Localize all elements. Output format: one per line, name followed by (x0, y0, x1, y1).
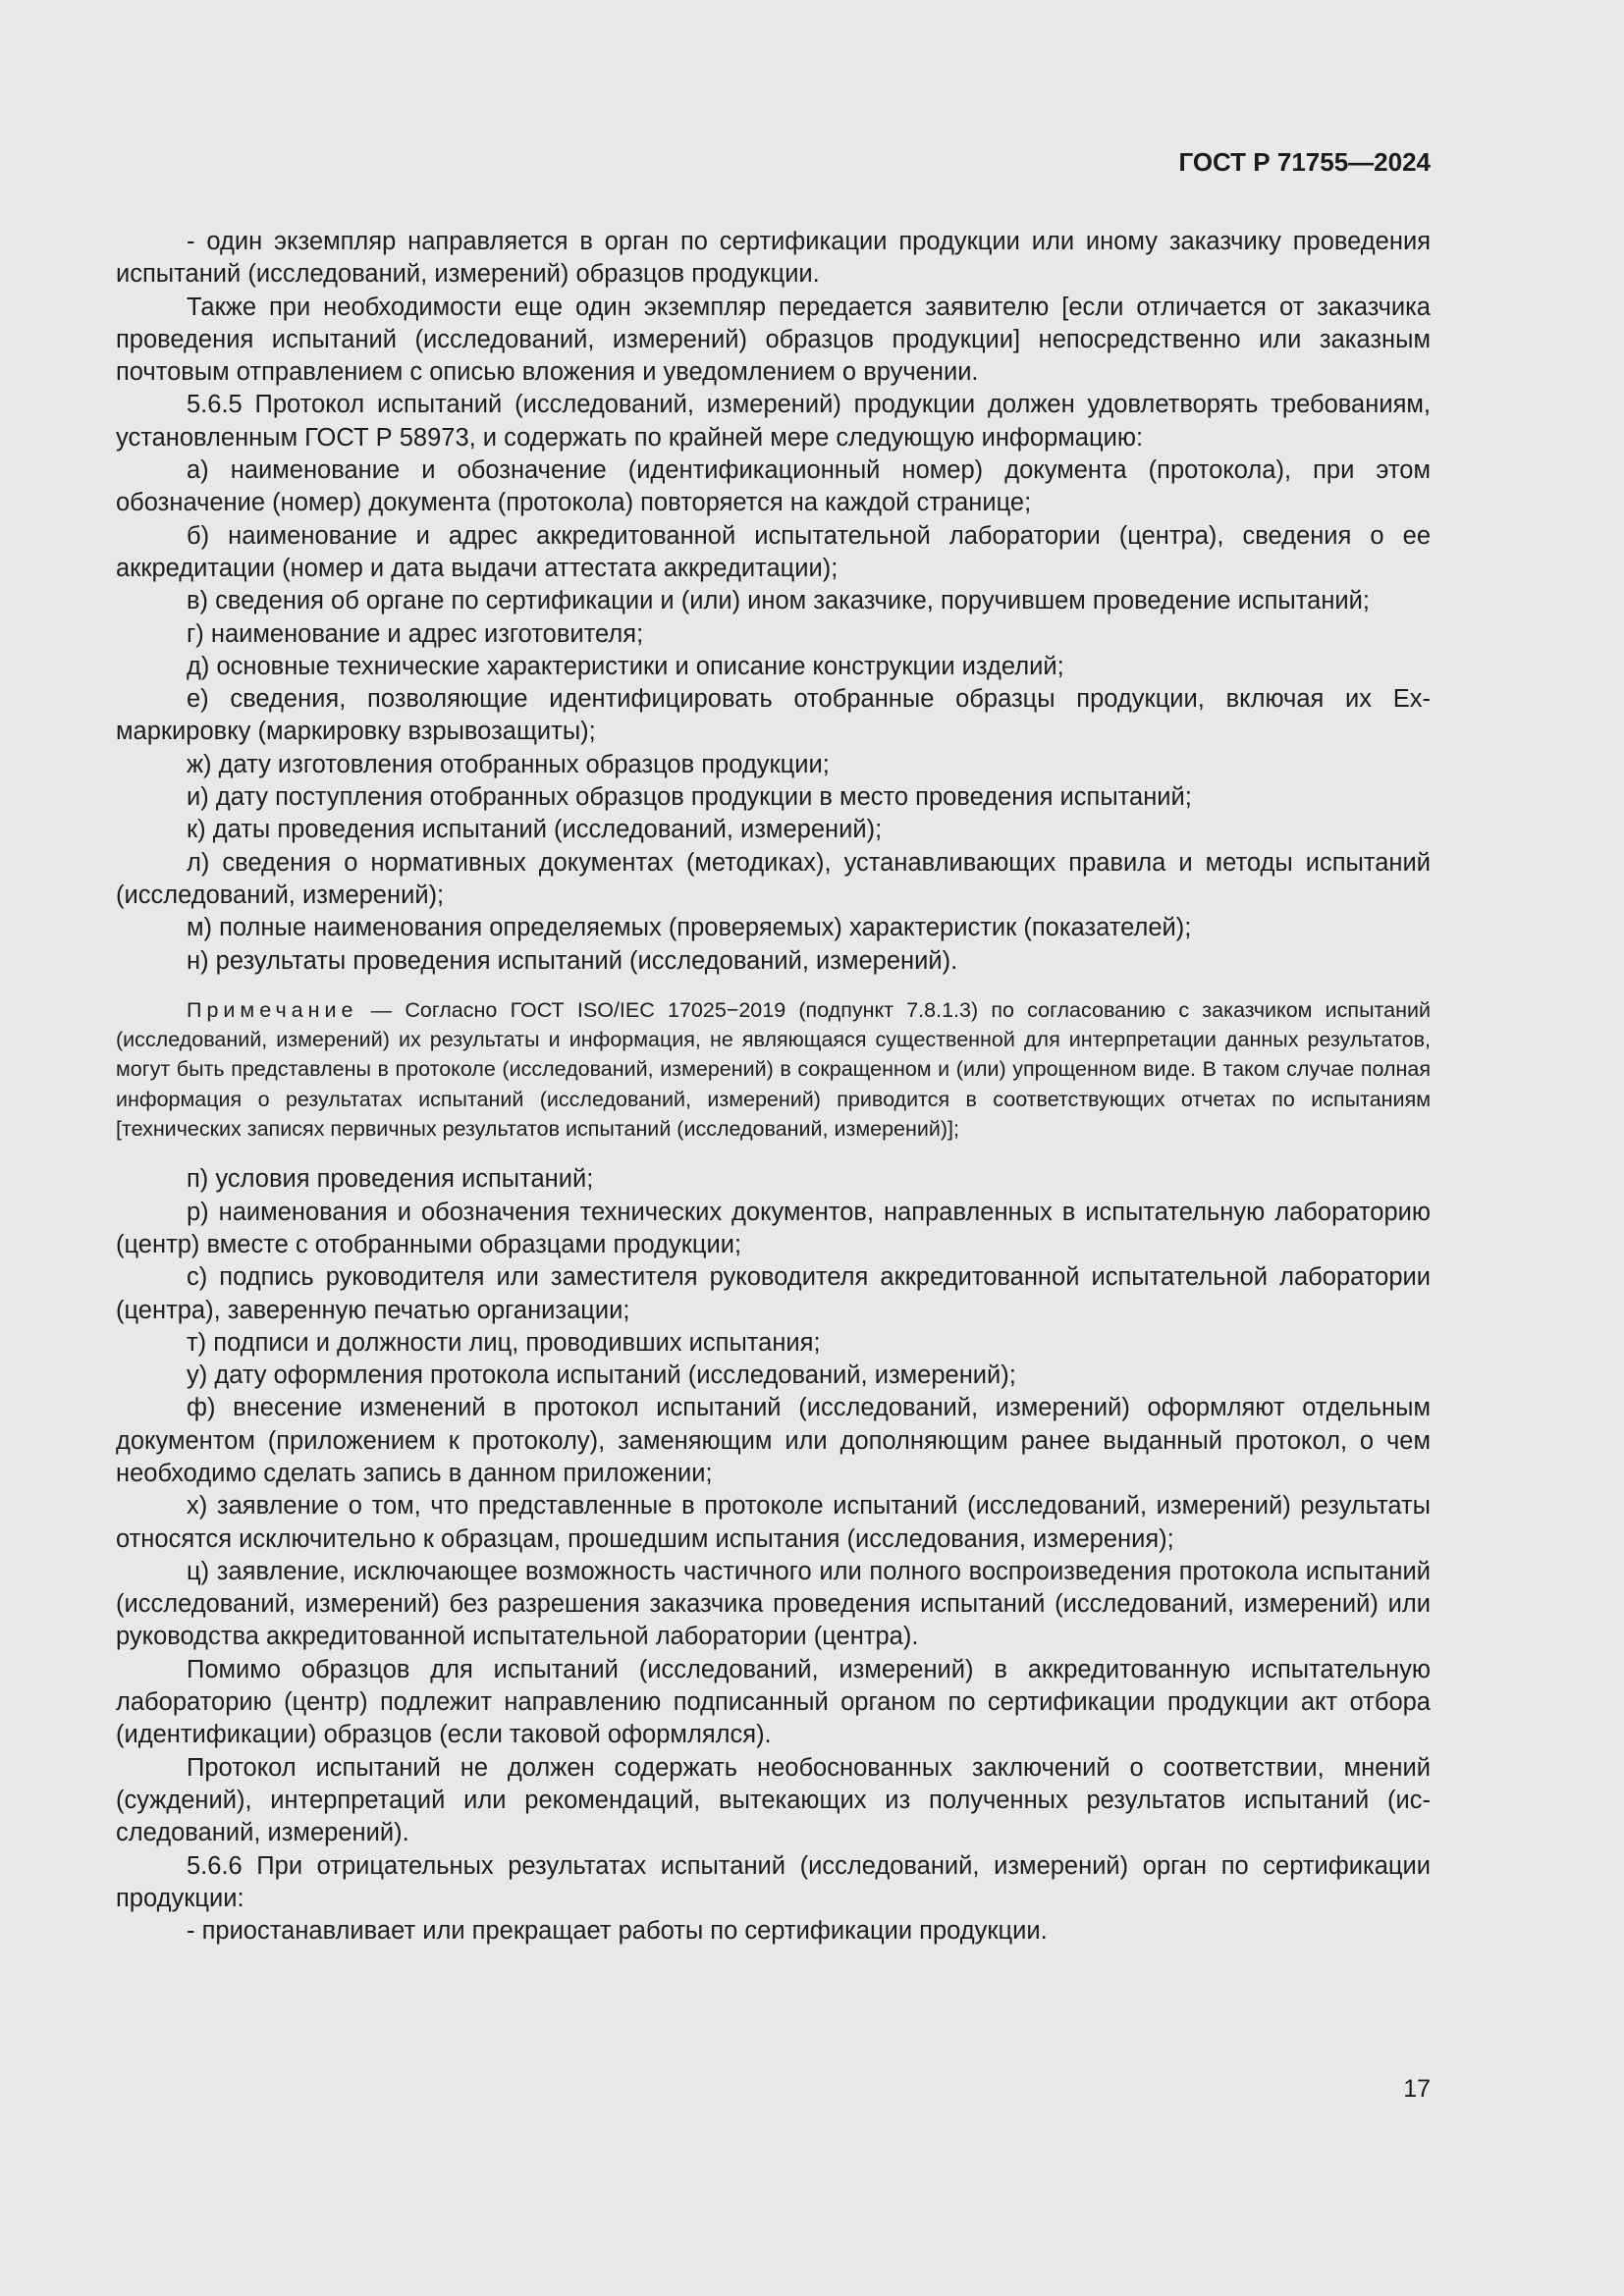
list-item-s: с) подпись руководителя или заместителя руководителя аккредитованной испытательной лаборатории (центра), заверенную печатью организации; (116, 1263, 1431, 1324)
list-item-ts: ц) заявление, исключающее возможность частичного или полного воспроизведения протокола испытаний (исследований, измерений) без разрешения заказчика проведения испытаний (исследований, измерений) или руководства аккредитованной испытательной лаборатории (центра). (116, 1557, 1431, 1651)
paragraph: Помимо образцов для испытаний (исследований, измерений) в аккредитованную испытательную лабораторию (центр) подлежит направлению подписанный органом по сертификации продукции акт отбора (идентификации) образцов (если таковой оформлялся). (116, 1655, 1431, 1749)
list-item-i: и) дату поступления отобранных образцов продукции в место проведения испытаний; (187, 783, 1192, 812)
list-item-v: в) сведения об органе по сертификации и (или) ином заказчике, поручившем проведение испытаний; (187, 587, 1370, 615)
list-item-a: а) наименование и обозначение (идентификационный номер) документа (протокола), при этом обозначение (номер) документа (протокола) повторяется на каждой странице; (116, 456, 1431, 517)
note-block (116, 995, 1431, 1144)
list-item-b: б) наименование и адрес аккредитованной испытательной лаборатории (центра), сведения о ее аккредитации (номер и дата выдачи аттестата аккредитации); (116, 521, 1431, 582)
list-item-r: р) наименования и обозначения технических документов, направленных в испытательную лабораторию (центр) вместе с отобранными образцами продукции; (116, 1198, 1431, 1258)
list-item-t: т) подписи и должности лиц, проводивших испытания; (187, 1328, 821, 1357)
document-header: ГОСТ Р 71755—2024 (1178, 147, 1431, 177)
list-item-n: н) результаты проведения испытаний (исследований, измерений). (187, 946, 958, 975)
list-item-d: д) основные технические характеристики и описание конструкции изделий; (187, 652, 1064, 680)
paragraph: Протокол испытаний не должен содержать необоснованных заключений о соответствии, мнений (суждений), интерпретаций или рекомендаций, вытекающих из полученных результатов испытаний (исследований, измерений). (116, 1753, 1431, 1847)
list-item-f: ф) внесение изменений в протокол испытаний (исследований, измерений) оформляют отдельным документом (приложением к протоколу), заменяющим или дополняющим ранее выданный протокол, о чем необходимо сделать запись в данном приложении; (116, 1394, 1431, 1487)
list-item-u: у) дату оформления протокола испытаний (исследований, измерений); (187, 1362, 1016, 1390)
list-item-m: м) полные наименования определяемых (проверяемых) характеристик (показателей); (187, 914, 1192, 942)
list-item-g: г) наименование и адрес изготовителя; (187, 619, 644, 648)
note-text: — Согласно ГОСТ ISO/IEC 17025−2019 (подпункт 7.8.1.3) по согласованию с заказчиком испытаний (исследований, измерений) их результаты и информация, не являющаяся существенной для интерпретации данных результатов, могут быть представлены в протоколе (исследований, измерений) в сокращенном и (или) упрощенном виде. В таком случае полная информация о результатах испытаний (исследований, измерений) приводится в соответствующих отчетах по испытаниям [технических записях первичных результатов испытаний (исследований, измерений)]; (116, 997, 1431, 1142)
note-label: Примечание (187, 997, 358, 1022)
list-item-e: е) сведения, позволяющие идентифицировать отобранные образцы продукции, включая их Ех-маркировку (маркировку взрывозащиты); (116, 685, 1431, 746)
clause-5-6-5: 5.6.5 Протокол испытаний (исследований, измерений) продукции должен удовлетворять требованиям, установленным ГОСТ Р 58973, и содержать по крайней мере следующую информацию: (116, 391, 1431, 452)
paragraph: - один экземпляр направляется в орган по сертификации продукции или иному заказчику проведения испытаний (исследований, измерений) образцов продукции. (116, 228, 1431, 289)
page-number: 17 (1403, 2075, 1431, 2103)
list-item-k: к) даты проведения испытаний (исследований, измерений); (187, 816, 883, 844)
list-item-zh: ж) дату изготовления отобранных образцов продукции; (187, 750, 830, 778)
list-item-kh: х) заявление о том, что представленные в протоколе испытаний (исследований, измерений) результаты относятся исключительно к образцам, прошедшим испытания (исследования, измерения); (116, 1492, 1431, 1553)
list-item-p: п) условия проведения испытаний; (187, 1165, 594, 1194)
list-item-l: л) сведения о нормативных документах (методиках), устанавливающих правила и методы испытаний (исследований, измерений); (116, 848, 1431, 909)
document-body (116, 226, 1431, 1948)
paragraph: Также при необходимости еще один экземпляр передается заявителю [если отличается от заказчика проведения испытаний (исследований, измерений) образцов продукции] непосредственно или заказным почтовым отправлением с описью вложения и уведомлением о вручении. (116, 293, 1431, 387)
paragraph: - приостанавливает или прекращает работы по сертификации продукции. (187, 1917, 1048, 1946)
clause-5-6-6: 5.6.6 При отрицательных результатах испытаний (исследований, измерений) орган по сертификации продукции: (116, 1851, 1431, 1912)
